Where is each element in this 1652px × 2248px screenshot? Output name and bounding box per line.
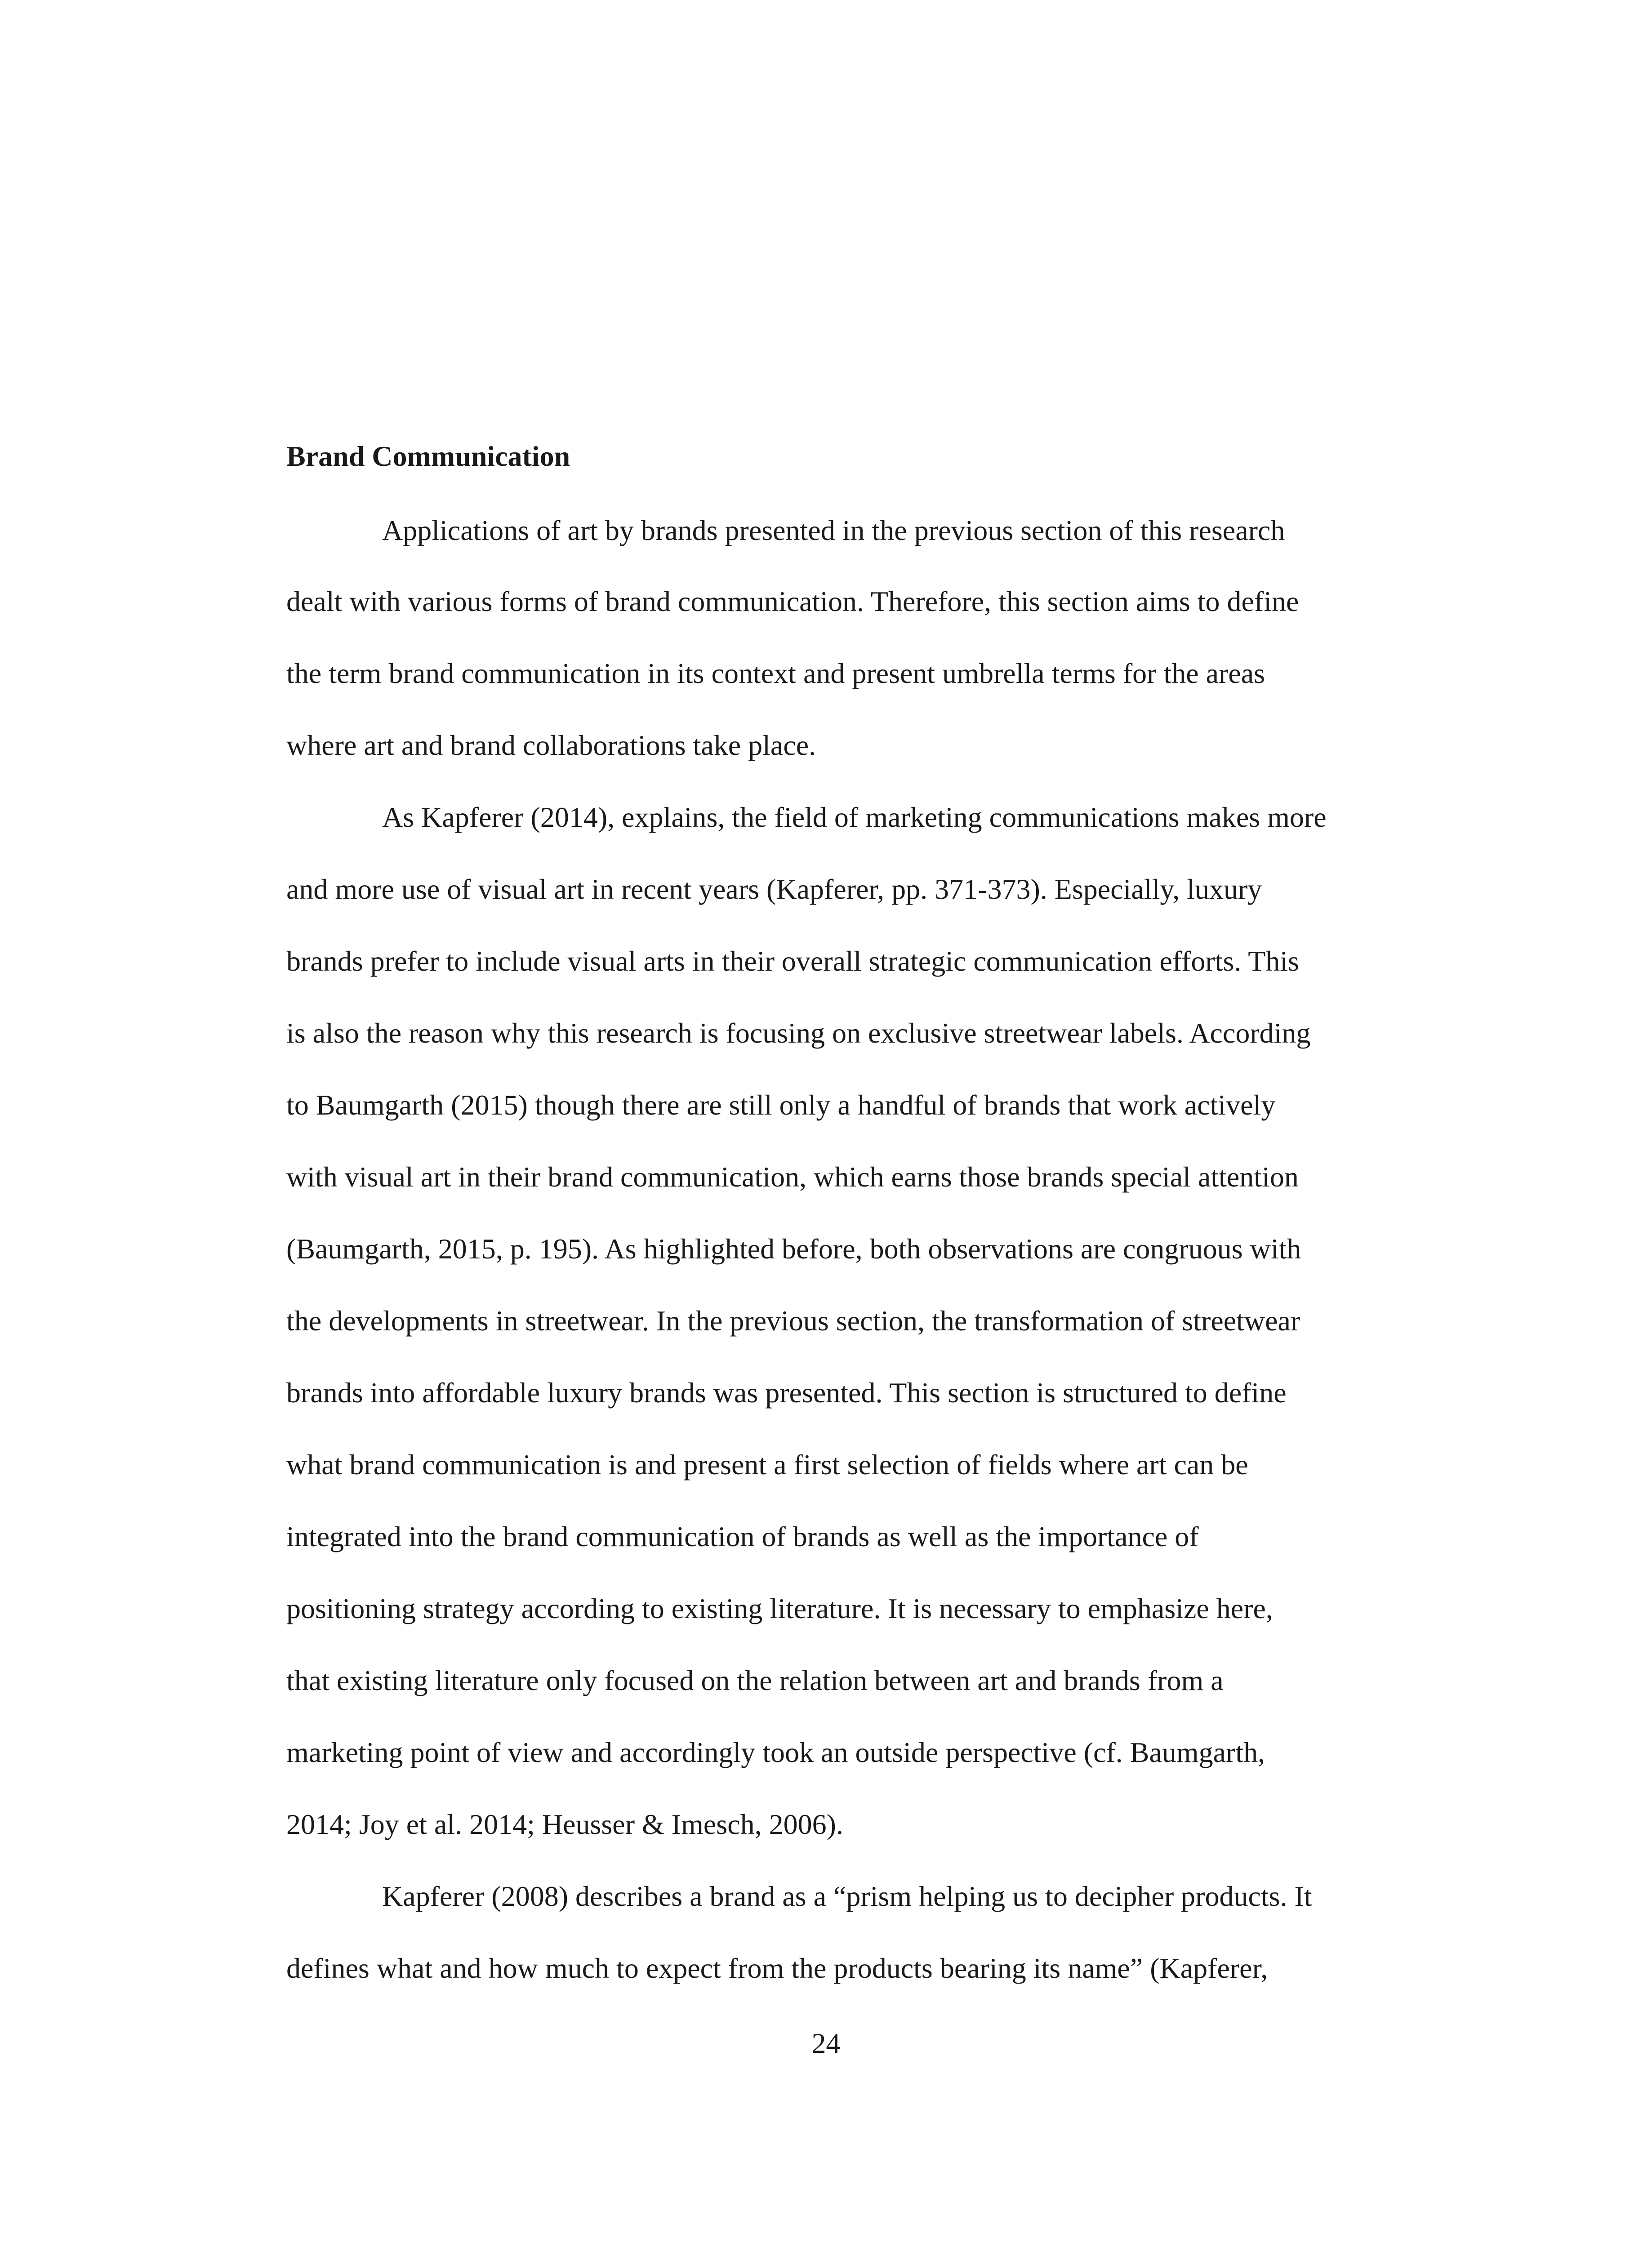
paragraph-2-line-1: As Kapferer (2014), explains, the field of marketing communications makes more	[382, 801, 1327, 833]
paragraph-2-line-15: 2014; Joy et al. 2014; Heusser & Imesch, 2006).	[286, 1808, 843, 1840]
paragraph-2-line-4: is also the reason why this research is focusing on exclusive streetwear labels. According	[286, 1017, 1311, 1049]
paragraph-2-line-12: positioning strategy according to existing literature. It is necessary to emphasize here,	[286, 1592, 1273, 1624]
paragraph-1-line-2: dealt with various forms of brand communication. Therefore, this section aims to define	[286, 585, 1299, 617]
paragraph-2-line-8: the developments in streetwear. In the previous section, the transformation of streetwear	[286, 1305, 1300, 1337]
paragraph-2-line-14: marketing point of view and accordingly took an outside perspective (cf. Baumgarth,	[286, 1736, 1265, 1768]
paragraph-2-line-9: brands into affordable luxury brands was presented. This section is structured to define	[286, 1377, 1287, 1409]
paragraph-2-line-11: integrated into the brand communication of brands as well as the importance of	[286, 1521, 1199, 1552]
paragraph-2-line-3: brands prefer to include visual arts in their overall strategic communication efforts. This	[286, 945, 1299, 977]
paragraph-2-line-6: with visual art in their brand communication, which earns those brands special attention	[286, 1161, 1299, 1193]
paragraph-2-line-2: and more use of visual art in recent years (Kapferer, pp. 371-373). Especially, luxury	[286, 873, 1262, 905]
paragraph-2-line-5: to Baumgarth (2015) though there are still only a handful of brands that work actively	[286, 1089, 1276, 1121]
paragraph-3-line-2: defines what and how much to expect from the products bearing its name” (Kapferer,	[286, 1952, 1268, 1984]
paragraph-2-line-10: what brand communication is and present a first selection of fields where art can be	[286, 1449, 1248, 1481]
page-number: 24	[811, 2027, 841, 2059]
paragraph-1-line-4: where art and brand collaborations take place.	[286, 729, 816, 761]
paragraph-1-line-1: Applications of art by brands presented in the previous section of this research	[382, 514, 1285, 546]
paragraph-2-line-7: (Baumgarth, 2015, p. 195). As highlighted before, both observations are congruous with	[286, 1233, 1301, 1265]
paragraph-1-line-3: the term brand communication in its context and present umbrella terms for the areas	[286, 657, 1265, 689]
paragraph-2-line-13: that existing literature only focused on the relation between art and brands from a	[286, 1664, 1224, 1696]
section-heading: Brand Communication	[286, 440, 570, 472]
paragraph-3-line-1: Kapferer (2008) describes a brand as a “prism helping us to decipher products. It	[382, 1880, 1312, 1912]
